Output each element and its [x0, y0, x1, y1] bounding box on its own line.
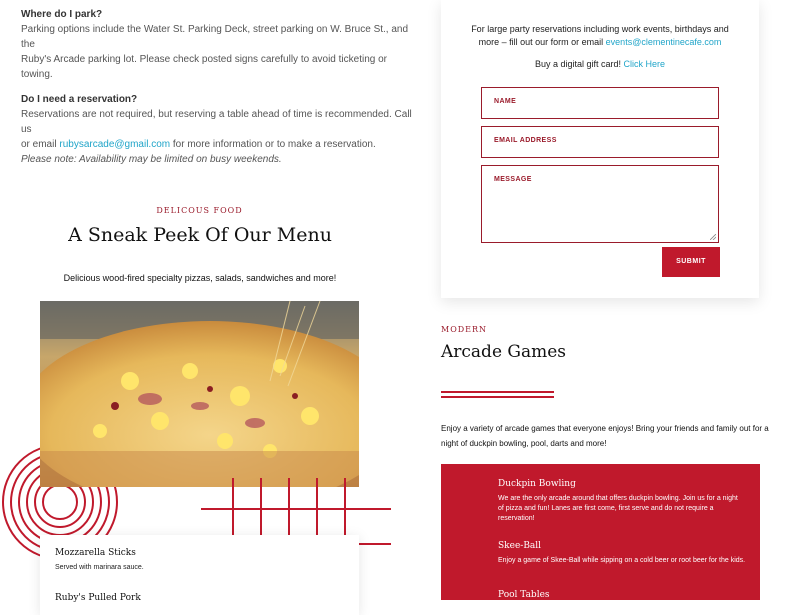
- menu-item-name: Ruby's Pulled Pork: [55, 593, 141, 603]
- menu-item-desc: Served with marinara sauce.: [55, 564, 144, 571]
- games-intro-line1: Enjoy a variety of arcade games that everyone enjoys! Bring your friends and family out for a: [441, 424, 769, 433]
- games-eyebrow: MODERN: [441, 325, 488, 334]
- gift-card-text: Buy a digital gift card!: [534, 59, 624, 69]
- email-field[interactable]: [481, 126, 719, 158]
- faq-answer-text: for more information or to make a reservation.: [170, 139, 376, 150]
- game-item-name: Skee-Ball: [498, 541, 542, 551]
- games-title: Arcade Games: [441, 342, 567, 362]
- faq-question-reservation: Do I need a reservation?: [21, 94, 138, 105]
- game-item: [498, 479, 753, 524]
- decorative-double-line: [441, 396, 554, 398]
- gift-card-link[interactable]: Click Here: [623, 59, 666, 69]
- decorative-grid-line: [201, 508, 391, 510]
- game-item-desc-line3: reservation!: [498, 515, 535, 522]
- contact-intro: [441, 23, 759, 71]
- game-item-desc-line2: of pizza and fun! Lanes are first come, first serve and do not require a: [498, 505, 714, 512]
- game-item: [498, 541, 753, 566]
- faq-answer-parking-line2: Ruby's Arcade parking lot. Please check posted signs carefully to avoid ticketing or towing.: [21, 54, 387, 80]
- faq-question-parking: Where do I park?: [21, 9, 103, 20]
- contact-intro-text: more – fill out our form or email: [478, 37, 606, 47]
- menu-title: A Sneak Peek Of Our Menu: [68, 224, 332, 246]
- message-field-label: MESSAGE: [494, 176, 532, 183]
- faq-answer-text: or email: [21, 139, 60, 150]
- faq-answer-parking-line1: Parking options include the Water St. Parking Deck, street parking on W. Bruce St., and the: [21, 24, 409, 50]
- contact-intro-line1: For large party reservations including work events, birthdays and: [471, 24, 729, 34]
- game-item-name: Pool Tables: [498, 590, 550, 600]
- game-item-desc-line1: We are the only arcade around that offers duckpin bowling. Join us for a night: [498, 495, 738, 502]
- menu-eyebrow: DELICOUS FOOD: [156, 206, 243, 215]
- decorative-grid-line: [344, 478, 346, 535]
- faq-note: Please note: Availability may be limited on busy weekends.: [21, 154, 282, 165]
- game-item-name: Duckpin Bowling: [498, 479, 576, 489]
- name-field[interactable]: [481, 87, 719, 119]
- contact-intro-line2: [441, 36, 759, 49]
- pizza-photo: [40, 301, 359, 487]
- reservation-form-card: [441, 0, 759, 298]
- submit-button[interactable]: SUBMIT: [662, 247, 720, 277]
- games-list-panel: [441, 464, 760, 600]
- faq-answer-reservation-line1: Reservations are not required, but reserving a table ahead of time is recommended. Call us: [21, 109, 412, 135]
- message-field[interactable]: [481, 165, 719, 243]
- decorative-grid-line: [232, 478, 234, 535]
- resize-handle-icon[interactable]: [710, 234, 716, 240]
- games-intro: [441, 421, 781, 451]
- menu-items-card: [40, 535, 359, 615]
- gift-card-line: [441, 58, 759, 71]
- events-email-link[interactable]: events@clementinecafe.com: [605, 37, 722, 47]
- faq-email-link[interactable]: rubysarcade@gmail.com: [59, 139, 171, 150]
- game-item-desc-line1: Enjoy a game of Skee-Ball while sipping on a cold beer or root beer for the kids.: [498, 557, 746, 564]
- decorative-double-line: [441, 391, 554, 393]
- menu-item-name: Mozzarella Sticks: [55, 548, 136, 558]
- game-item: [498, 590, 753, 600]
- menu-item: [55, 593, 141, 603]
- games-intro-line2: night of duckpin bowling, pool, darts and more!: [441, 439, 607, 448]
- name-field-label: NAME: [494, 98, 517, 105]
- menu-item: [55, 548, 144, 571]
- email-field-label: EMAIL ADDRESS: [494, 137, 557, 144]
- faq-section: [21, 9, 421, 167]
- faq-answer-reservation-line2: [21, 137, 421, 152]
- menu-subtitle: Delicious wood-fired specialty pizzas, salads, sandwiches and more!: [63, 273, 337, 283]
